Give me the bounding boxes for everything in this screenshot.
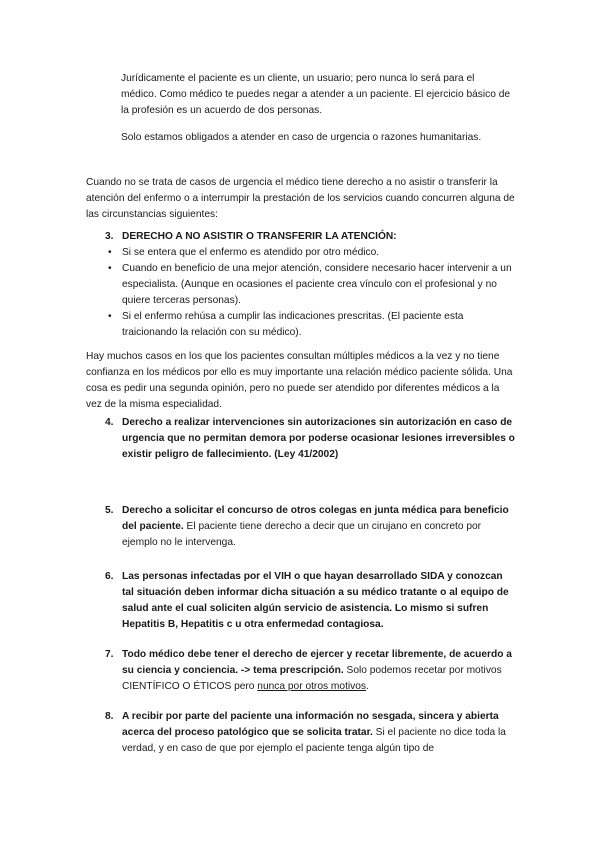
item-8-normal-text: Si el paciente no dice toda la verdad, y en caso de que por ejemplo el paciente tenga algún tipo de [122,727,506,754]
bullet-icon: • [108,263,112,274]
item-7-number: 7. [105,649,114,660]
no-urgency-text: Cuando no se trata de casos de urgencia el médico tiene derecho a no asistir o transferir la atención del enfermo o a interrumpir la prestación de los servicios cuando concurren alguna de las circunstancias siguientes: [86,177,515,220]
no-urgency-paragraph [86,175,516,223]
item-8-bold-text: A recibir por parte del paciente una información no sesgada, sincera y abierta acerca del proceso patológico que se solicita tratar. [122,711,499,738]
list-item-3 [86,229,516,341]
multiple-doctors-paragraph [86,349,516,413]
intro-paragraph-1: Jurídicamente el paciente es un cliente, un usuario; pero nunca lo será para el médico. Como médico te puedes negar a atender a un paciente. El ejercicio básico de la profesión es un acuerdo de dos personas. [121,73,511,116]
item-7-end-text: . [366,681,369,692]
item-4-number: 4. [105,417,114,428]
bullet-item [86,309,516,341]
item-3-number: 3. [105,231,114,242]
bullet-text: Si el enfermo rehúsa a cumplir las indicaciones prescritas. (El paciente esta traicionando la relación con su médico). [122,311,464,338]
item-3-title: DERECHO A NO ASISTIR O TRANSFERIR LA ATENCIÓN: [122,231,397,242]
intro-section [121,71,511,146]
item-5-number: 5. [105,505,114,516]
list-item-6 [86,569,516,633]
bullet-icon: • [108,311,112,322]
list-item-4 [86,415,516,463]
item-3-bullet-list [86,245,516,341]
item-7-bold-text: Todo médico debe tener el derecho de ejercer y recetar libremente, de acuerdo a su ciencia y conciencia. -> tema prescripción. [122,649,512,676]
bullet-text: Cuando en beneficio de una mejor atención, considere necesario hacer intervenir a un especialista. (Aunque en ocasiones el paciente crea vínculo con el profesional y no quiere terceras personas). [122,263,512,306]
bullet-text: Si se entera que el enfermo es atendido por otro médico. [122,247,380,258]
multiple-doctors-text: Hay muchos casos en los que los pacientes consultan múltiples médicos a la vez y no tiene confianza en los médicos por ello es muy importante una relación médico paciente sólida. Una cosa es pedir una segunda opinión, pero no puede ser atendido por diferentes médicos a la vez de la misma especialidad. [86,351,513,410]
intro-paragraph-2: Solo estamos obligados a atender en caso de urgencia o razones humanitarias. [121,132,482,143]
bullet-item [86,245,516,261]
item-7-normal-text: Solo podemos recetar por motivos CIENTÍFICO O ÉTICOS pero [122,665,502,692]
item-8-number: 8. [105,711,114,722]
item-3-heading [86,229,516,245]
list-item-7 [86,647,516,695]
bullet-icon: • [108,247,112,258]
item-4-bold-text: Derecho a realizar intervenciones sin autorizaciones sin autorización en caso de urgencia que no permitan demora por poderse ocasionar lesiones irreversibles o existir peligro de fallecimiento. (Ley 41/2002) [122,417,515,460]
item-6-number: 6. [105,571,114,582]
list-item-8 [86,709,516,757]
list-item-5 [86,503,516,551]
item-5-normal-text: El paciente tiene derecho a decir que un cirujano en concreto por ejemplo no le intervenga. [122,521,482,548]
item-6-bold-text: Las personas infectadas por el VIH o que hayan desarrollado SIDA y conozcan tal situación deben informar dicha situación a su médico tratante o al equipo de salud ante el cual soliciten algún servicio de asistencia. Lo mismo si sufren Hepatitis B, Hepatitis c u otra enfermedad contagiosa. [122,571,509,630]
item-7-underlined-text: nunca por otros motivos [257,681,367,692]
item-5-bold-text: Derecho a solicitar el concurso de otros colegas en junta médica para beneficio del paciente. [122,505,509,532]
bullet-item [86,261,516,309]
